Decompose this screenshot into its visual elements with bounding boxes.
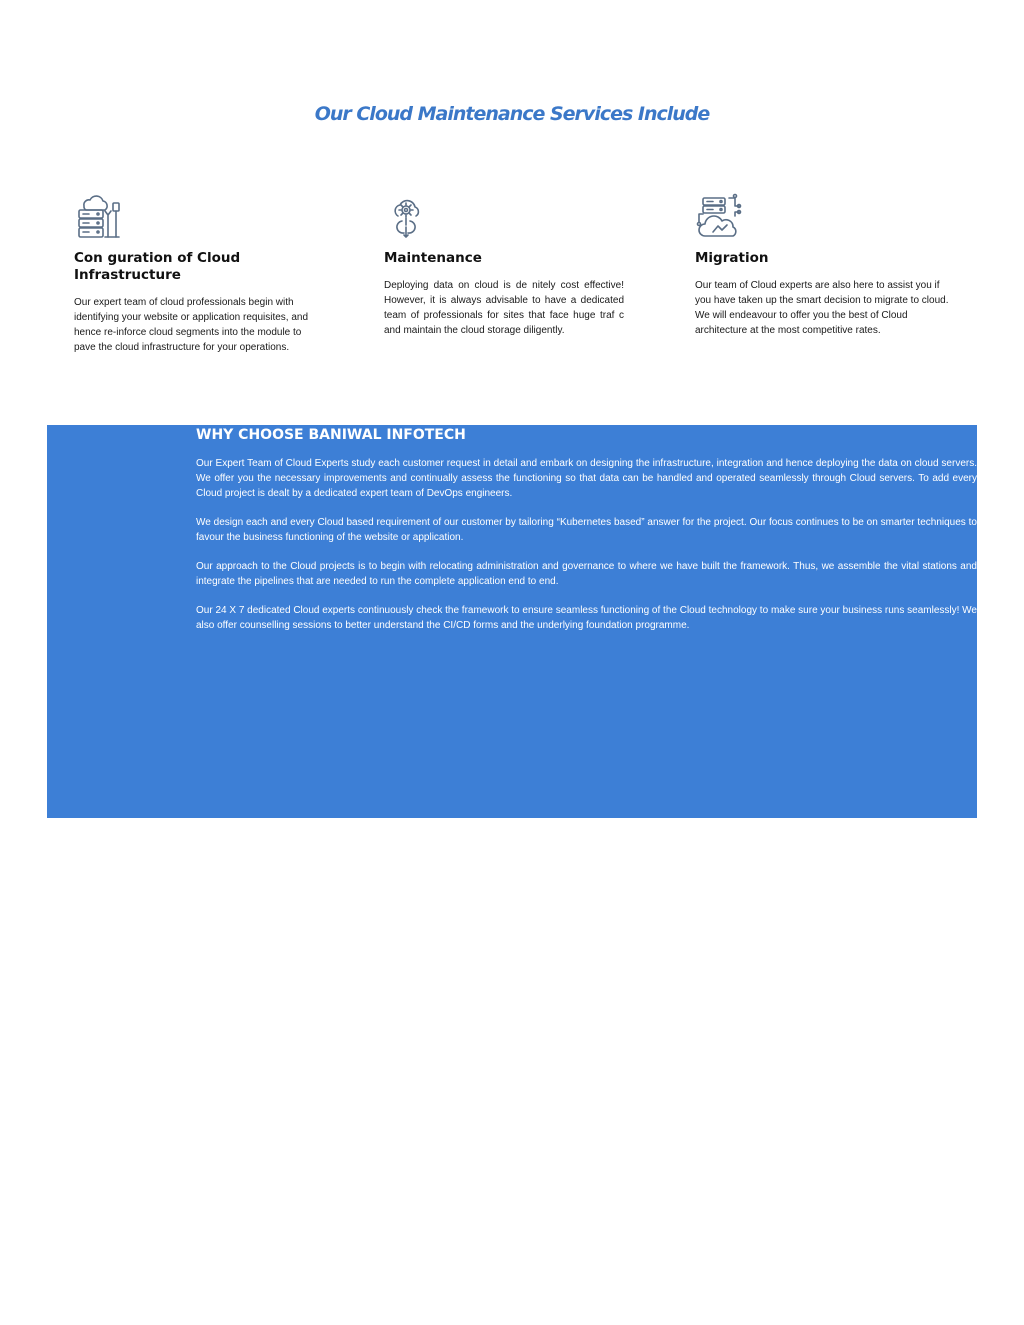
service-maintenance	[384, 192, 624, 338]
service-migration	[695, 192, 957, 338]
service-title: Maintenance	[384, 250, 482, 266]
service-configuration	[74, 192, 314, 355]
server-cloud-icon	[74, 192, 124, 242]
service-description: Our expert team of cloud professionals begin with identifying your website or application requisites, and hence re-inforce cloud segments into the module to pave the cloud infrastructure for your operations.	[74, 297, 309, 353]
why-choose-content	[196, 425, 977, 647]
service-title: Migration	[695, 250, 769, 266]
service-description: Our team of Cloud experts are also here to assist you if you have taken up the smart decision to migrate to cloud. We will endeavour to offer you the best of Cloud architecture at the most competitive rates.	[695, 280, 949, 336]
why-choose-paragraph: Our approach to the Cloud projects is to begin with relocating administration and governance to where we have built the framework. Thus, we assemble the vital stations and integrate the pipelines that are needed to run the complete application end to end.	[196, 561, 977, 587]
page-title: Our Cloud Maintenance Services Include	[314, 103, 710, 125]
service-title: Con guration of Cloud Infrastructure	[74, 250, 241, 283]
why-choose-heading: WHY CHOOSE BANIWAL INFOTECH	[196, 427, 466, 443]
cloud-gear-icon	[382, 192, 432, 242]
why-choose-panel	[47, 425, 977, 818]
why-choose-paragraph: Our Expert Team of Cloud Experts study each customer request in detail and embark on designing the infrastructure, integration and hence deploying the data on cloud servers. We offer you the necessary improvements and continually assess the functioning so that data can be handled and operated seamlessly through Cloud servers. To add every Cloud project is dealt by a dedicated expert team of DevOps engineers.	[196, 458, 977, 499]
service-description: Deploying data on cloud is de nitely cost effective! However, it is always advisable to have a dedicated team of professionals for sites that face huge traf c and maintain the cloud storage diligently.	[384, 280, 624, 336]
cloud-migration-icon	[695, 192, 745, 242]
why-choose-paragraph: We design each and every Cloud based requirement of our customer by tailoring “Kubernetes based” answer for the project. Our focus continues to be on smarter techniques to favour the business functioning of the website or application.	[196, 517, 977, 543]
why-choose-paragraph: Our 24 X 7 dedicated Cloud experts continuously check the framework to ensure seamless functioning of the Cloud technology to make sure your business runs seamlessly! We also offer counselling sessions to better understand the CI/CD forms and the underlying foundation programme.	[196, 605, 977, 631]
